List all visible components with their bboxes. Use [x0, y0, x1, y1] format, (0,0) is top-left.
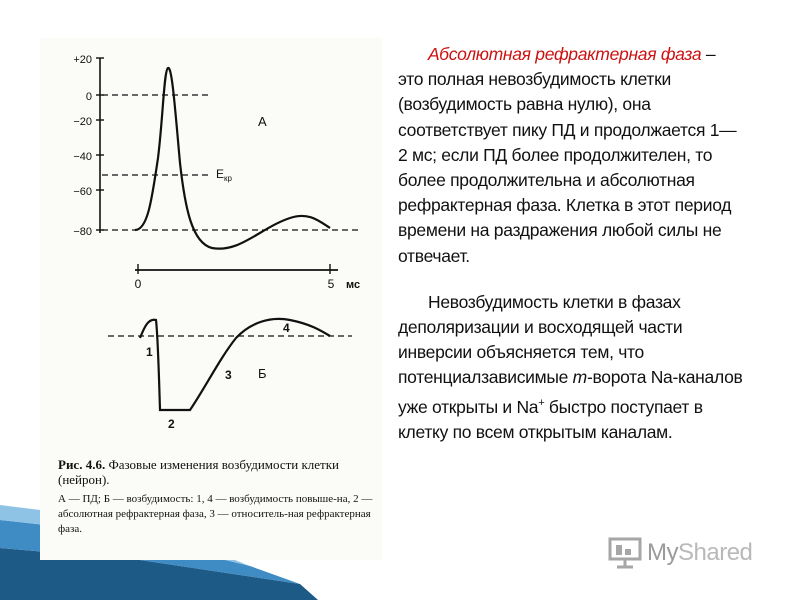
y-tick-label: −40	[73, 151, 92, 163]
point-label-2: 2	[168, 417, 175, 431]
label-b: Б	[258, 366, 267, 381]
caption-body: А — ПД; Б — возбудимость: 1, 4 — возбудимость повыше-на, 2 — абсолютная рефрактерная фаза, 3 — относитель-ная рефрактерная фаза.	[58, 493, 373, 535]
x-tick-label: 5	[327, 277, 335, 291]
figure-caption	[58, 457, 380, 537]
paragraph-absolute-refractory	[398, 42, 743, 269]
point-label-1: 1	[146, 345, 153, 359]
label-ekp: $E_{кр}$	[216, 167, 232, 183]
phase-excitability-figure	[40, 38, 382, 458]
point-label-3: 3	[225, 368, 232, 382]
y-tick-label: +20	[73, 54, 92, 66]
point-label-4: 4	[283, 321, 290, 335]
slide-text	[398, 42, 743, 445]
y-tick-label: 0	[85, 91, 92, 103]
action-potential-chart	[73, 54, 360, 291]
x-tick-label: 0	[134, 277, 142, 291]
heading-absolute-refractory-phase: Абсолютная рефрактерная фаза	[428, 44, 702, 64]
x-unit-label: мс	[346, 279, 361, 291]
paragraph-depolarization: Невозбудимость клетки в фазах деполяризации и восходящей части инверсии объясняется тем, что потенциалзависимые m-ворота Na-каналов уже открыты и Na+ быстро поступает в клетку по всем открытым каналам.	[398, 291, 743, 442]
label-a: А	[258, 114, 267, 129]
brand-name: MyShared	[647, 539, 753, 566]
y-tick-label: −80	[73, 226, 92, 238]
presentation-screen-icon	[608, 537, 642, 569]
myshared-logo	[608, 535, 752, 571]
y-tick-label: −60	[73, 186, 92, 198]
paragraph-text: – это полная невозбудимость клетки (возбудимость равна нулю), она соответствует пику ПД и продолжается 1—2 мс; если ПД более продолжителен, то более продолжительна и абсолютная рефрактерная фаза. Клетка в этот период времени на раздражения любой силы не отвечает.	[398, 44, 737, 266]
caption-title: Рис. 4.6. Фазовые изменения возбудимости клетки (нейрон).	[58, 457, 340, 487]
y-tick-label: −20	[73, 116, 92, 128]
excitability-chart	[108, 319, 352, 431]
